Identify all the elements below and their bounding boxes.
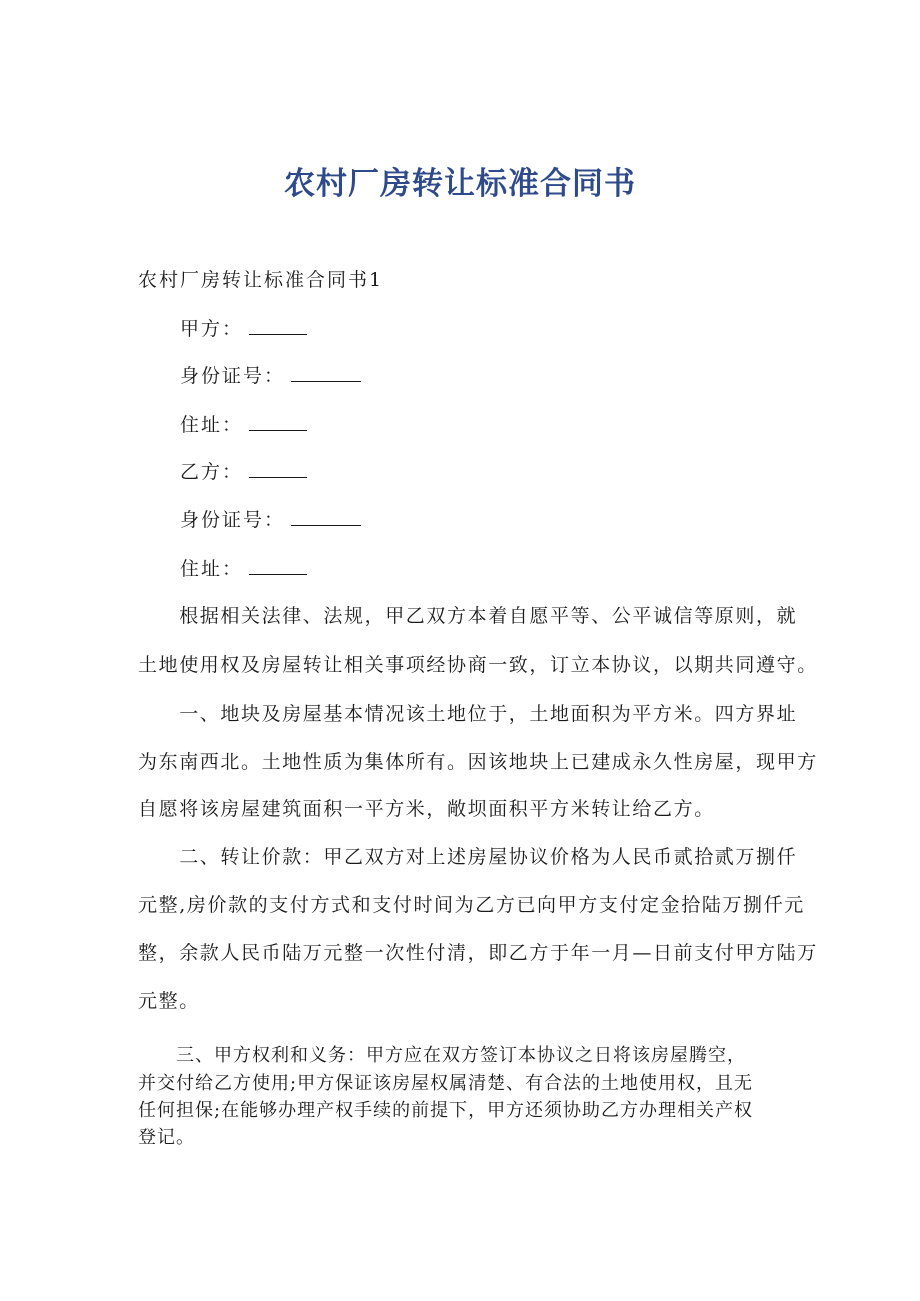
party-a-id-label: 身份证号： xyxy=(180,365,286,387)
paragraph-line: 为东南西北。土地性质为集体所有。因该地块上已建成永久性房屋，现甲方 xyxy=(138,751,818,773)
party-a-address-blank[interactable] xyxy=(249,413,307,431)
document-subtitle: 农村厂房转让标准合同书1 xyxy=(138,269,384,291)
paragraph-line: 任何担保;在能够办理产权手续的前提下，甲方还须协助乙方办理相关产权 xyxy=(138,1100,754,1121)
party-b-address-label: 住址： xyxy=(180,558,244,580)
paragraph-line: 元整。 xyxy=(138,990,200,1012)
party-b-address-field xyxy=(180,557,836,581)
party-b-id-field xyxy=(180,508,836,532)
party-a-id-blank[interactable] xyxy=(291,364,361,382)
party-a-blank[interactable] xyxy=(249,317,307,335)
paragraph-line: 元整,房价款的支付方式和支付时间为乙方已向甲方支付定金拾陆万捌仟元 xyxy=(138,894,805,916)
party-b-address-blank[interactable] xyxy=(249,557,307,575)
paragraph-line: 三、甲方权利和义务：甲方应在双方签订本协议之日将该房屋腾空， xyxy=(138,1045,746,1066)
party-b-id-blank[interactable] xyxy=(291,508,361,526)
party-a-field xyxy=(180,317,836,341)
document-title: 农村厂房转让标准合同书 xyxy=(284,166,636,202)
party-a-address-field xyxy=(180,413,836,437)
paragraph-line: 二、转让价款：甲乙双方对上述房屋协议价格为人民币贰拾贰万捌仟 xyxy=(138,846,798,868)
party-b-id-label: 身份证号： xyxy=(180,509,286,531)
paragraph-line: 一、地块及房屋基本情况该土地位于，土地面积为平方米。四方界址 xyxy=(138,703,798,725)
party-b-field xyxy=(180,460,836,484)
paragraph-line: 并交付给乙方使用;甲方保证该房屋权属清楚、有合法的土地使用权，且无 xyxy=(138,1073,754,1094)
party-a-address-label: 住址： xyxy=(180,414,244,436)
party-a-label: 甲方： xyxy=(180,318,244,340)
party-b-blank[interactable] xyxy=(249,460,307,478)
paragraph-line: 整，余款人民币陆万元整一次性付清，即乙方于年一月—日前支付甲方陆万 xyxy=(138,942,818,964)
paragraph-line: 登记。 xyxy=(138,1127,195,1148)
paragraph-line: 土地使用权及房屋转让相关事项经协商一致，订立本协议，以期共同遵守。 xyxy=(138,654,818,676)
party-a-id-field xyxy=(180,364,836,388)
paragraph-line: 根据相关法律、法规，甲乙双方本着自愿平等、公平诚信等原则，就 xyxy=(138,605,798,627)
party-b-label: 乙方： xyxy=(180,461,244,483)
paragraph-line: 自愿将该房屋建筑面积一平方米，敞坝面积平方米转让给乙方。 xyxy=(138,798,715,820)
